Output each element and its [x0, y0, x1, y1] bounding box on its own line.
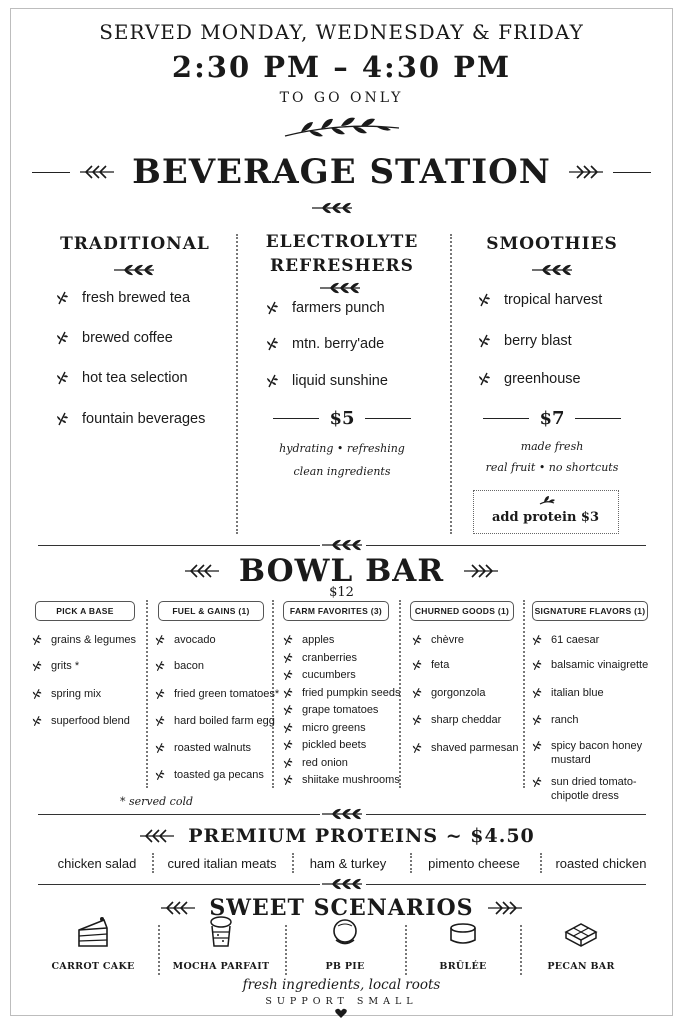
arrow-fletch-icon	[140, 829, 180, 843]
electrolyte-price: $5	[329, 408, 355, 429]
column-divider	[405, 925, 407, 975]
sprig-icon	[56, 412, 70, 426]
smoothies-tagline: real fruit • no shortcuts	[485, 461, 619, 474]
list-item: grape tomatoes	[283, 703, 378, 717]
divider	[38, 814, 320, 815]
divider	[38, 545, 320, 546]
fuel-gains-heading: FUEL & GAINS (1)	[158, 601, 264, 621]
list-item: hard boiled farm egg	[155, 714, 275, 728]
sprig-icon	[266, 337, 280, 351]
sprig-icon	[283, 634, 294, 646]
list-item: feta	[412, 658, 449, 672]
list-item: italian blue	[532, 686, 652, 700]
served-cold-note: * served cold	[120, 795, 194, 808]
pecan-bar-icon	[562, 914, 600, 950]
list-item: fresh brewed tea	[56, 290, 190, 306]
sprig-icon	[155, 660, 166, 672]
sprig-icon	[532, 687, 543, 699]
sprig-icon	[283, 669, 294, 681]
list-item: spicy bacon honey mustard	[532, 739, 648, 767]
to-go-notice: TO GO ONLY	[279, 90, 404, 106]
sprig-icon	[32, 634, 43, 646]
footer-tagline: fresh ingredients, local roots	[242, 977, 441, 993]
column-divider	[236, 234, 238, 534]
sweet-item: PECAN BAR	[526, 914, 636, 972]
list-item: berry blast	[478, 333, 572, 349]
vine-icon	[312, 200, 354, 216]
list-item: spring mix	[32, 687, 101, 701]
sweet-item: PB PIE	[290, 914, 400, 972]
list-item: shaved parmesan	[412, 741, 518, 755]
list-item: roasted walnuts	[155, 741, 251, 755]
sprig-icon	[532, 776, 543, 788]
list-item: grains & legumes	[32, 633, 136, 647]
bowl-price: $12	[329, 585, 354, 600]
list-item: tropical harvest	[478, 292, 602, 308]
sprig-icon	[56, 331, 70, 345]
served-time: 2:30 PM – 4:30 PM	[171, 50, 512, 84]
sprig-icon	[32, 715, 43, 727]
support-small: SUPPORT SMALL	[265, 996, 418, 1007]
list-item: mtn. berry'ade	[266, 336, 384, 352]
sprig-icon	[283, 704, 294, 716]
parfait-cup-icon	[206, 914, 236, 950]
sprig-icon	[532, 714, 543, 726]
list-item: brewed coffee	[56, 330, 173, 346]
column-divider	[152, 853, 154, 873]
heart-icon	[335, 1008, 347, 1019]
column-divider	[285, 925, 287, 975]
sprig-icon	[155, 742, 166, 754]
divider	[366, 814, 646, 815]
vine-icon	[322, 876, 364, 892]
sprig-icon	[283, 652, 294, 664]
sprig-icon	[266, 374, 280, 388]
list-item: superfood blend	[32, 714, 130, 728]
list-item: bacon	[155, 659, 204, 673]
premium-proteins-title: PREMIUM PROTEINS ~ $4.50	[188, 825, 535, 847]
sprig-icon	[412, 714, 423, 726]
vine-icon	[322, 537, 364, 553]
column-divider	[520, 925, 522, 975]
sprig-icon	[412, 742, 423, 754]
arrow-fletch-icon	[557, 165, 603, 179]
list-item: 61 caesar	[532, 633, 652, 647]
list-item: micro greens	[283, 721, 366, 735]
beverage-station-title: BEVERAGE STATION	[132, 152, 551, 192]
sprig-icon	[155, 715, 166, 727]
sprig-icon	[56, 291, 70, 305]
sprig-icon	[532, 659, 543, 671]
list-item: fried green tomatoes*	[155, 687, 279, 701]
list-item: balsamic vinaigrette	[532, 658, 652, 672]
sprig-icon	[283, 687, 294, 699]
list-item: gorgonzola	[412, 686, 485, 700]
electrolyte-tagline: hydrating • refreshing	[279, 442, 405, 455]
arrow-fletch-icon	[80, 165, 126, 179]
sprig-icon	[155, 769, 166, 781]
farm-favorites-heading: FARM FAVORITES (3)	[283, 601, 389, 621]
sprig-icon	[532, 634, 543, 646]
column-divider	[146, 600, 148, 788]
list-item: cucumbers	[283, 668, 356, 682]
add-protein-box	[473, 490, 619, 534]
list-item: chèvre	[412, 633, 464, 647]
vine-icon	[320, 280, 362, 296]
ramekin-icon	[447, 914, 479, 950]
traditional-heading: TRADITIONAL	[60, 234, 210, 254]
smoothies-tagline: made fresh	[520, 440, 584, 453]
smoothies-price: $7	[539, 408, 565, 429]
list-item: avocado	[155, 633, 216, 647]
sweet-item: CARROT CAKE	[38, 914, 148, 972]
divider	[613, 172, 651, 173]
sweet-scenarios-title: SWEET SCENARIOS	[209, 895, 474, 921]
sprig-icon	[532, 740, 543, 752]
divider	[38, 884, 320, 885]
list-item: hot tea selection	[56, 370, 188, 386]
served-days: SERVED MONDAY, WEDNESDAY & FRIDAY	[99, 20, 584, 44]
signature-flavors-heading: SIGNATURE FLAVORS (1)	[532, 601, 648, 621]
arrow-fletch-icon	[185, 564, 229, 578]
protein-item: pimento cheese	[428, 856, 520, 871]
add-protein-label: add protein $3	[491, 510, 600, 525]
sprig-icon	[32, 660, 43, 672]
smoothies-price-row	[456, 408, 648, 429]
smoothies-heading: SMOOTHIES	[486, 234, 618, 254]
list-item: cranberries	[283, 651, 357, 665]
sweet-item: MOCHA PARFAIT	[166, 914, 276, 972]
list-item: ranch	[532, 713, 652, 727]
list-item: pickled beets	[283, 738, 366, 752]
list-item: liquid sunshine	[266, 373, 388, 389]
protein-item: chicken salad	[57, 856, 137, 871]
sprig-icon	[56, 371, 70, 385]
sprig-icon	[32, 688, 43, 700]
electrolyte-tagline: clean ingredients	[293, 465, 391, 478]
sprig-icon	[412, 659, 423, 671]
sprig-icon	[538, 494, 556, 506]
proteins-title-row	[0, 822, 683, 850]
sprig-icon	[412, 634, 423, 646]
sprig-icon	[478, 293, 492, 307]
list-item: sharp cheddar	[412, 713, 501, 727]
cake-slice-icon	[76, 914, 110, 950]
sprig-icon	[283, 757, 294, 769]
list-item: apples	[283, 633, 334, 647]
arrow-fletch-icon	[482, 901, 522, 915]
list-item: fountain beverages	[56, 411, 205, 427]
column-divider	[292, 853, 294, 873]
bowl-bar-title: BOWL BAR	[238, 553, 445, 589]
arrow-fletch-icon	[454, 564, 498, 578]
list-item: sun dried tomato-chipotle dress	[532, 775, 648, 803]
divider	[32, 172, 70, 173]
list-item: grits *	[32, 659, 79, 673]
sprig-icon	[283, 739, 294, 751]
pick-base-heading: PICK A BASE	[35, 601, 135, 621]
column-divider	[450, 234, 452, 534]
sprig-icon	[155, 688, 166, 700]
divider	[366, 884, 646, 885]
column-divider	[410, 853, 412, 873]
protein-item: ham & turkey	[309, 856, 387, 871]
list-item: greenhouse	[478, 371, 581, 387]
laurel-branch-icon	[281, 114, 403, 142]
column-divider	[540, 853, 542, 873]
sprig-icon	[478, 334, 492, 348]
electrolyte-price-row	[242, 408, 442, 429]
list-item: farmers punch	[266, 300, 385, 316]
protein-item: cured italian meats	[167, 856, 277, 871]
list-item: red onion	[283, 756, 348, 770]
sprig-icon	[283, 722, 294, 734]
beverage-title-row	[0, 150, 683, 194]
electrolyte-heading: ELECTROLYTE REFRESHERS	[265, 232, 419, 276]
arrow-fletch-icon	[161, 901, 201, 915]
vine-icon	[322, 806, 364, 822]
pie-icon	[330, 914, 360, 950]
sprig-icon	[283, 774, 294, 786]
sprig-icon	[478, 372, 492, 386]
column-divider	[523, 600, 525, 788]
vine-icon	[532, 262, 574, 278]
vine-icon	[114, 262, 156, 278]
column-divider	[158, 925, 160, 975]
churned-goods-heading: CHURNED GOODS (1)	[410, 601, 514, 621]
protein-item: roasted chicken	[555, 856, 647, 871]
list-item: toasted ga pecans	[155, 768, 264, 782]
list-item: shiitake mushrooms	[283, 773, 400, 787]
divider	[366, 545, 646, 546]
sprig-icon	[266, 301, 280, 315]
sprig-icon	[155, 634, 166, 646]
sprig-icon	[412, 687, 423, 699]
sweet-item: BRÛLÉE	[408, 914, 518, 972]
list-item: fried pumpkin seeds	[283, 686, 400, 700]
